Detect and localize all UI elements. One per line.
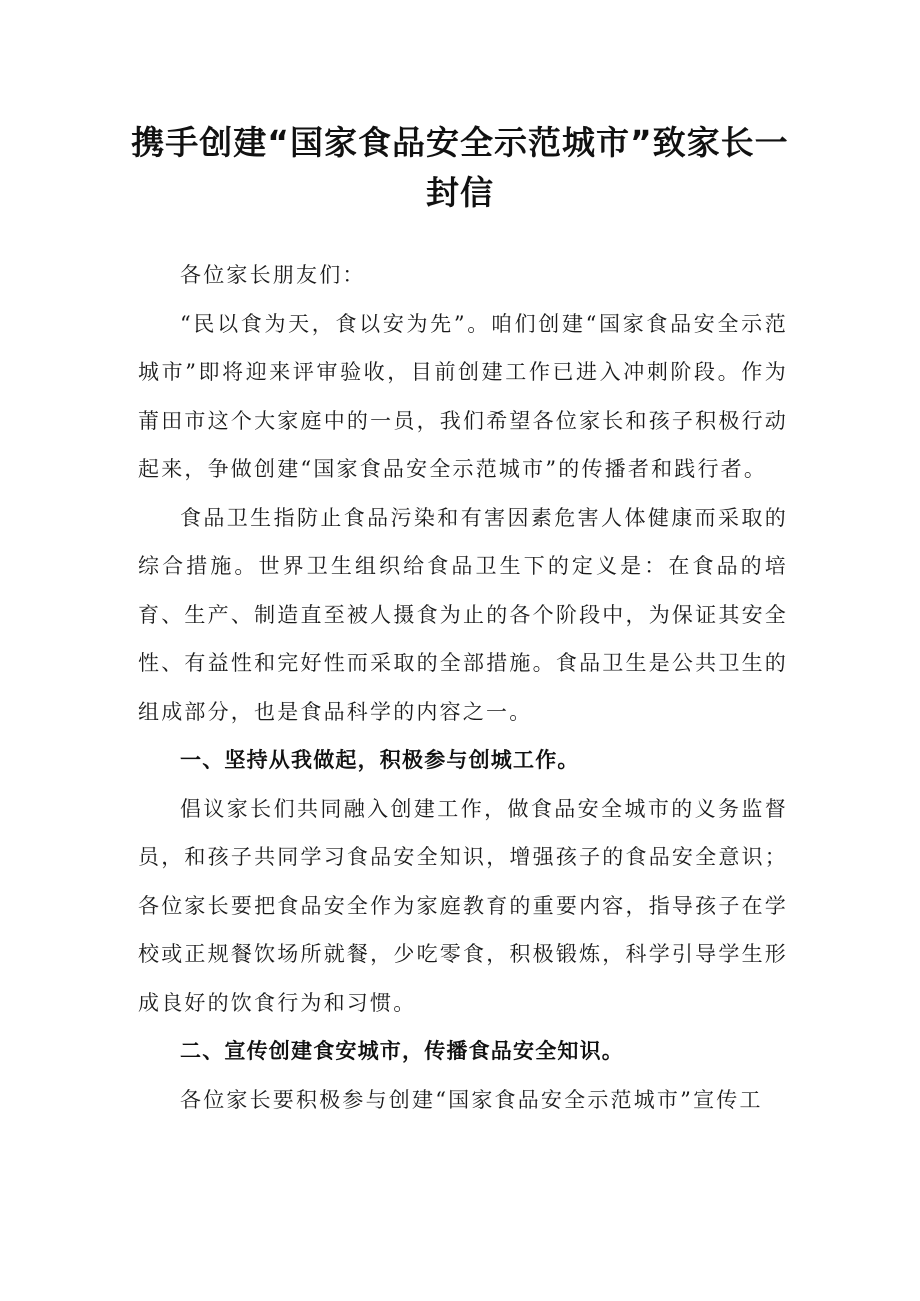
section-2-text: 各位家长要积极参与创建“国家食品安全示范城市”宣传工	[180, 1087, 763, 1112]
paragraph-definition: 食品卫生指防止食品污染和有害因素危害人体健康而采取的综合措施。世界卫生组织给食品卫生下的定义是：在食品的培育、生产、制造直至被人摄食为止的各个阶段中，为保证其安全性、有益性和完好性而采取的全部措施。食品卫生是公共卫生的组成部分，也是食品科学的内容之一。	[138, 505, 788, 724]
salutation: 各位家长朋友们：	[180, 263, 366, 287]
paragraph-intro: “民以食为天，食以安为先”。咱们创建“国家食品安全示范城市”即将迎来评审验收，目前创建工作已进入冲刺阶段。作为莆田市这个大家庭中的一员，我们希望各位家长和孩子积极行动起来，争做创建“国家食品安全示范城市”的传播者和践行者。	[138, 311, 788, 481]
section-1-text: 倡议家长们共同融入创建工作，做食品安全城市的义务监督员，和孩子共同学习食品安全知识，增强孩子的食品安全意识；各位家长要把食品安全作为家庭教育的重要内容，指导孩子在学校或正规餐饮场所就餐，少吃零食，积极锻炼，科学引导学生形成良好的饮食行为和习惯。	[138, 796, 788, 1015]
section-2-heading: 二、宣传创建食安城市，传播食品安全知识。	[180, 1039, 624, 1063]
section-1-heading: 一、坚持从我做起，积极参与创城工作。	[180, 748, 580, 772]
document-body	[138, 251, 788, 1124]
document-title: 携手创建“国家食品安全示范城市”致家长一封信	[131, 123, 789, 212]
